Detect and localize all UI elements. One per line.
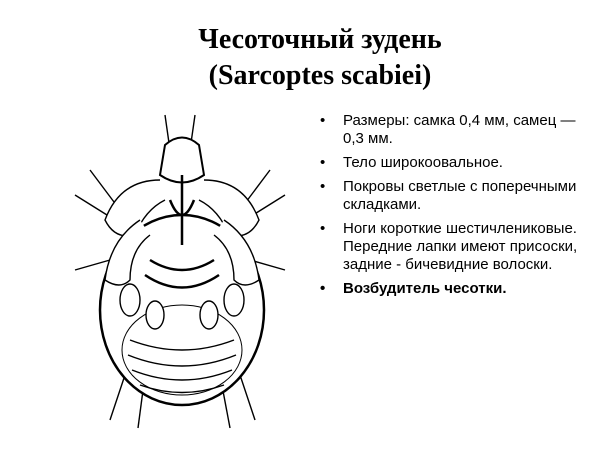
bullet-item: • Покровы светлые с поперечными складками. (318, 178, 593, 214)
bullet-item: • Возбудитель чесотки. (318, 280, 593, 298)
bullet-item: • Размеры: самка 0,4 мм, самец —0,3 мм. (318, 112, 593, 148)
bullet-item: • Тело широкоовальное. (318, 154, 593, 172)
bullet-list (318, 112, 593, 304)
bullet-item: • Ноги короткие шестичлениковые. Передние лапки имеют присоски, задние - бичевидние волоски. (318, 220, 593, 274)
title-line-1: Чесоточный зудень (198, 24, 442, 55)
title-line-2: (Sarcoptes scabiei) (208, 60, 432, 91)
slide-title (120, 22, 520, 94)
scabies-mite-illustration-icon (70, 110, 290, 430)
